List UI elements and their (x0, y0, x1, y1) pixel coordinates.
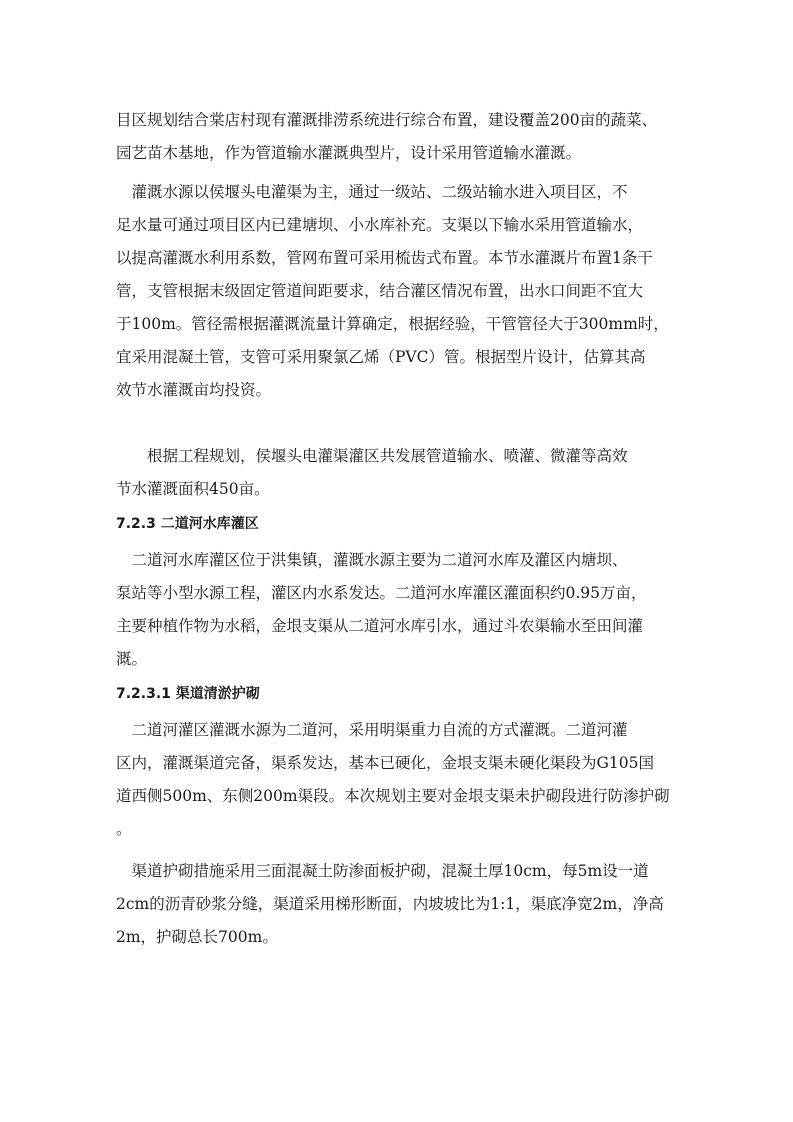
text-line: 泵站等小型水源工程，灌区内水系发达。二道河水库灌区灌面积约0.95万亩， (116, 584, 647, 602)
paragraph-3 (116, 440, 676, 506)
text-line: 溉。 (116, 650, 148, 668)
text-line: 二道河水库灌区位于洪集镇，灌溉水源主要为二道河水库及灌区内塘坝、 (116, 551, 628, 569)
section-heading-7-2-3: 7.2.3 二道河水库灌区 (116, 516, 259, 532)
text-line: 效节水灌溉亩均投资。 (116, 381, 272, 399)
text-line: 目区规划结合棠店村现有灌溉排涝系统进行综合布置，建设覆盖200亩的蔬菜、 (116, 111, 658, 129)
section-heading-7-2-3-1: 7.2.3.1 渠道清淤护砌 (116, 686, 260, 702)
text-line: 管，支管根据末级固定管道间距要求，结合灌区情况布置，出水口间距不宜大 (116, 282, 644, 300)
text-line: 宜采用混凝土管，支管可采用聚氯乙烯（PVC）管。根据型片设计，估算其高 (116, 348, 646, 366)
paragraph-6 (116, 855, 676, 954)
text-line: 节水灌溉面积450亩。 (116, 480, 270, 498)
text-line: 园艺苗木基地，作为管道输水灌溉典型片，设计采用管道输水灌溉。 (116, 144, 582, 162)
text-line: 二道河灌区灌溉水源为二道河，采用明渠重力自流的方式灌溉。二道河灌 (116, 721, 628, 739)
paragraph-5 (116, 714, 676, 846)
paragraph-2 (116, 176, 676, 407)
paragraph-4 (116, 544, 676, 676)
text-line: 2m，护砌总长700m。 (116, 928, 278, 946)
text-line: 渠道护砌措施采用三面混凝土防渗面板护砌，混凝土厚10cm，每5m设一道 (116, 862, 649, 880)
text-line: 主要种植作物为水稻，金垠支渠从二道河水库引水，通过斗农渠输水至田间灌 (116, 617, 644, 635)
text-line: 于100m。管径需根据灌溉流量计算确定，根据经验，干管管径大于300mm时， (116, 315, 669, 333)
text-line: 。 (116, 820, 132, 838)
text-line: 灌溉水源以侯堰头电灌渠为主，通过一级站、二级站输水进入项目区，不 (116, 183, 628, 201)
text-line: 以提高灌溉水利用系数，管网布置可采用梳齿式布置。本节水灌溉片布置1条干 (116, 249, 653, 267)
text-line: 2cm的沥青砂浆分缝，渠道采用梯形断面，内坡坡比为1:1，渠底净宽2m，净高 (116, 895, 664, 913)
text-line: 道西侧500m、东侧200m渠段。本次规划主要对金垠支渠未护砌段进行防渗护砌 (116, 787, 670, 805)
paragraph-1 (116, 104, 676, 170)
text-line: 足水量可通过项目区内已建塘坝、小水库补充。支渠以下输水采用管道输水， (116, 216, 644, 234)
text-line: 区内，灌溉渠道完备，渠系发达，基本已硬化，金垠支渠未硬化渠段为G105国 (116, 754, 654, 772)
text-line: 根据工程规划，侯堰头电灌渠灌区共发展管道输水、喷灌、微灌等高效 (116, 447, 628, 465)
